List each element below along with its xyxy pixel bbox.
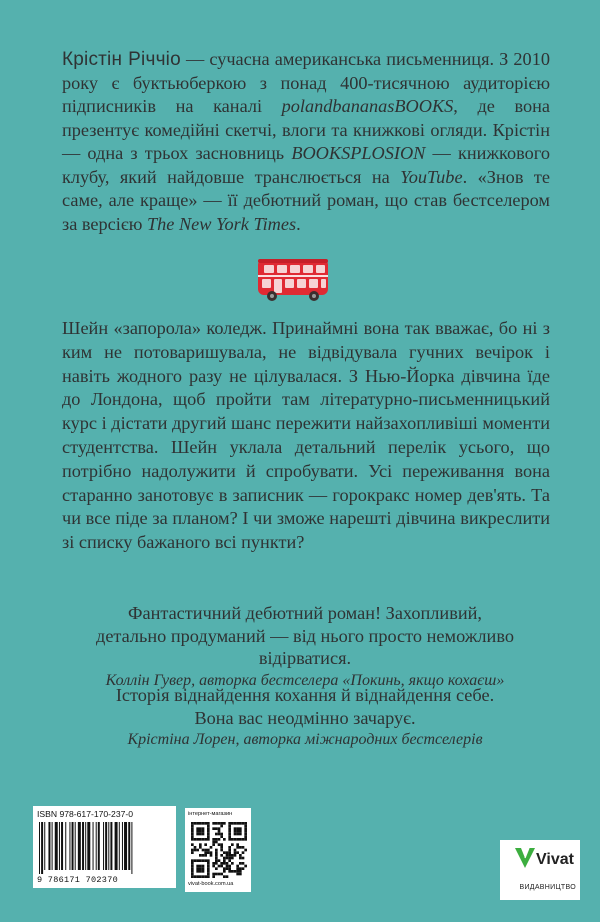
publisher-subtitle: ВИДАВНИЦТВО — [519, 884, 576, 891]
publisher-name: Vivat — [536, 851, 574, 868]
platform-name: YouTube — [400, 166, 463, 187]
bio-text: — сучасна американська письменниця. З 2010 року є буктьюберкою з понад 400-тисячною аудиторією підписників на каналі — [62, 49, 550, 116]
vivat-leaf-icon — [514, 846, 536, 870]
author-name: Крістін Річчіо — [62, 49, 181, 70]
review-quote — [60, 684, 550, 752]
isbn-digits: 9 786171 702370 — [37, 875, 119, 885]
barcode-icon — [37, 822, 173, 874]
newspaper-name: The New York Times — [146, 213, 297, 234]
double-decker-bus-icon — [256, 258, 330, 302]
shop-label: інтернет-магазин — [188, 811, 233, 817]
quote-line: Фантастичний дебютний роман! Захопливий, — [128, 603, 482, 623]
quote-line: Вона вас неодмінно зачарує. — [194, 707, 416, 728]
quote-attribution: Крістіна Лорен, авторка міжнародних бестселерів — [127, 731, 483, 748]
online-shop-block — [185, 808, 251, 892]
review-quote — [60, 602, 550, 692]
quote-line: детально продуманий — від нього просто неможливо відірватися. — [96, 625, 514, 668]
bio-text: . — [296, 213, 301, 234]
publisher-logo — [500, 840, 580, 900]
quote-attribution: Коллін Гувер, авторка бестселера «Покинь, якщо кохаєш» — [105, 671, 505, 689]
quote-line: Історія віднайдення кохання й віднайдення себе. — [115, 685, 495, 705]
bio-text: , де вона презентує комедійні скетчі, влоги та книжкові огляди. Крістін — одна з трьох засновниць — [62, 96, 550, 163]
book-club-name: BOOKSPLOSION — [291, 143, 426, 163]
shop-url[interactable]: vivat-book.com.ua — [188, 881, 234, 887]
qr-code-icon[interactable] — [191, 822, 247, 878]
author-bio — [62, 48, 550, 236]
book-blurb: Шейн «запорола» коледж. Принаймні вона так вважає, бо ні з ким не потоваришувала, не відвідувала гучних вечірок і навіть жодного разу не цілувалася. З Нью-Йорка дівчина їде до Лондона, щоб пройти там літературно-письменницький курс і дістати другий шанс пережити найзахопливіші моменти студентства. Шейн уклала детальний перелік усього, що потрібно надолужити й спробувати. Усі переживання вона старанно занотовує в записник — горокракс номер дев'ять. Та чи все піде за планом? І чи зможе нарешті дівчина викреслити зі списку бажаного всі пункти? — [62, 318, 550, 553]
channel-name: polandbananasBOOKS — [281, 96, 454, 116]
bio-text: — книжкового клубу, який найдовше транслюється на — [62, 143, 550, 187]
isbn-barcode-block — [33, 806, 176, 888]
isbn-label: ISBN 978-617-170-237-0 — [37, 809, 134, 819]
bio-text: . «Знов те саме, але краще» — її дебютний роман, що став бестселером за версією — [62, 166, 551, 234]
